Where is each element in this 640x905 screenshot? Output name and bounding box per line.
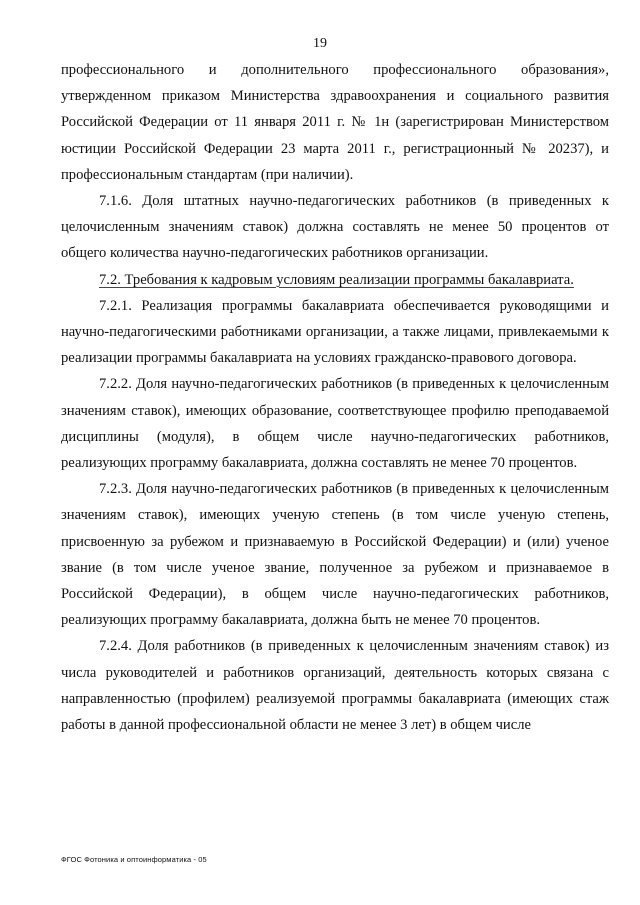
document-footer: ФГОС Фотоника и оптоинформатика - 05 [61,855,207,864]
page-number: 19 [313,36,327,51]
paragraph-7-2-2: 7.2.2. Доля научно-педагогических работников (в приведенных к целочисленным значениям ставок), имеющих образование, соответствующее профилю преподаваемой дисциплины (модуля), в общем числе научно-педагогических работников, реализующих программу бакалавриата, должна составлять не менее 70 процентов. [61,376,609,472]
paragraph-7-1-6: 7.1.6. Доля штатных научно-педагогических работников (в приведенных к целочисленным значениям ставок) должна составлять не менее 50 процентов от общего количества научно-педагогических работников организации. [61,193,609,262]
paragraph-7-2-4: 7.2.4. Доля работников (в приведенных к целочисленным значениям ставок) из числа руководителей и работников организаций, деятельность которых связана с направленностью (профилем) реализуемой программы бакалавриата (имеющих стаж работы в данной профессиональной области не менее 3 лет) в общем числе [61,638,609,734]
paragraph-7-2-3: 7.2.3. Доля научно-педагогических работников (в приведенных к целочисленным значениям ставок), имеющих ученую степень (в том числе ученую степень, присвоенную за рубежом и признаваемую в Российской Федерации) и (или) ученое звание (в том числе ученое звание, полученное за рубежом и признаваемое в Российской Федерации), в общем числе научно-педагогических работников, реализующих программу бакалавриата, должна быть не менее 70 процентов. [61,481,609,629]
paragraph-7-2-1: 7.2.1. Реализация программы бакалавриата обеспечивается руководящими и научно-педагогическими работниками организации, а также лицами, привлекаемыми к реализации программы бакалавриата на условиях гражданско-правового договора. [61,297,609,367]
document-body [61,57,609,738]
paragraph-continuation: профессионального и дополнительного профессионального образования», утвержденном приказом Министерства здравоохранения и социального развития Российской Федерации от 11 января 2011 г. № 1н (зарегистрирован Министерством юстиции Российской Федерации 23 марта 2011 г., регистрационный № 20237), и профессиональным стандартам (при наличии). [61,62,609,183]
paragraph-7-2-heading: 7.2. Требования к кадровым условиям реализации программы бакалавриата. [99,271,574,288]
